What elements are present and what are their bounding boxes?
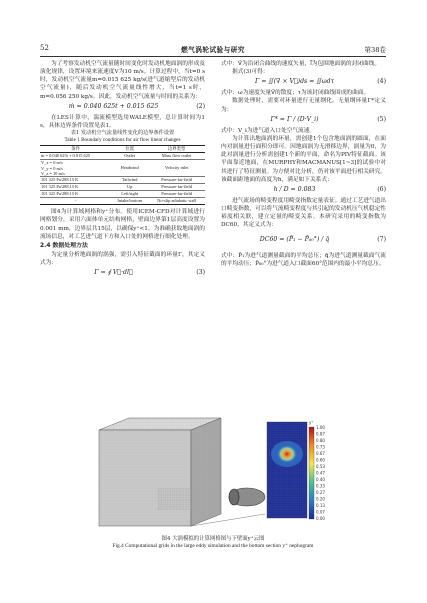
table-cell: Left/right	[111, 191, 148, 198]
page-number: 52	[40, 44, 49, 52]
colorbar-tick-label: 0.67	[316, 451, 325, 457]
paragraph: 式中：P̄₁为进气道测量截面的平均总压；q̄为进气道测量截面气流的平均动压；P̄₆₀°为进气道入口截面60°范围内的最小平均总压。	[221, 252, 386, 267]
table-cell: Pressure-far-field	[148, 177, 205, 184]
equation-6	[221, 184, 386, 197]
table-cell: Mass flow outlet	[148, 153, 205, 160]
table-row	[40, 184, 205, 191]
paragraph: 式中：V⃗为沿闭合曲线的速度矢量，l⃗为包围地面涡的封闭曲线。	[221, 61, 381, 67]
equation-body: ṁ = 0.040 625t + 0.015 625	[68, 102, 159, 110]
colorbar-tick-label: 0.53	[316, 464, 325, 470]
table-cell: Intake/bottom	[111, 198, 148, 205]
colorbar-tick-label: 0.80	[316, 438, 325, 444]
table-row	[40, 177, 205, 184]
equation-number: (4)	[377, 78, 386, 86]
colorbar-tick-label: 1.00	[316, 425, 325, 431]
equation-number: (6)	[377, 185, 386, 193]
bottom-wall-mesh	[267, 422, 307, 518]
paragraph: 为了考察发动机空气流量随时间变化时发动机地面涡的形成及演化规律，设置环境来流速度V为10 m/s。计算过程中，当t=0 s时，发动机空气流量m=0.015 625 kg/s(进气道缩型后的发动机空气流量)，随后发动机空气流量线性增大，当t=1 s时，m=0.056 250 kg/s。因此，发动机空气流量与时间的关系为：	[40, 61, 205, 100]
equation-body: Γ = ∮ V⃗·dl⃗	[94, 269, 133, 277]
table-cell: Up	[111, 184, 148, 191]
right-column	[221, 60, 386, 268]
header-rule	[40, 56, 386, 57]
equation-number: (3)	[196, 269, 205, 277]
colorbar-tick-label: 0.00	[316, 516, 325, 522]
table-caption-en: Table 1 Boundary conditions for air flow linear changes	[64, 137, 181, 144]
equation-number: (2)	[196, 102, 205, 110]
table-cell: Pressure-far-field	[148, 184, 205, 191]
table-cell: Outlet	[111, 153, 148, 160]
table-cell: Tailwind	[111, 177, 148, 184]
paragraph: 在LES计算中，湍流模型选用WALE模型，总计算时间为1 s，具体边界条件设置见表1。	[40, 114, 205, 129]
table-row	[40, 160, 205, 177]
colorbar-tick-label: 0.73	[316, 444, 325, 450]
figure-caption-en: Fig.4 Computational grids in the large eddy simulation and the bottom section y⁺ nephogram	[112, 543, 314, 549]
table-header-cell: 位置	[111, 146, 148, 153]
equation-body: DC60 = (P̄₁ − P̄₆₀°) / q̄	[259, 235, 330, 243]
yplus-hotspot	[277, 445, 297, 463]
colorbar-tick-label: 0.13	[316, 503, 325, 509]
equation-7	[221, 230, 386, 252]
intake-inlet	[229, 489, 239, 505]
equation-5	[221, 114, 386, 127]
colorbar-ramp	[309, 427, 314, 519]
equation-3	[40, 267, 205, 280]
colorbar-title: y⁺	[309, 420, 314, 425]
yplus-colorbar	[309, 420, 325, 521]
running-header	[40, 42, 386, 54]
table-cell: 101 325 Pa/288.15 K	[40, 184, 111, 191]
equation-2	[40, 101, 205, 114]
table-row	[40, 153, 205, 160]
colorbar-tick-label: 0.60	[316, 457, 325, 463]
table-header-cell: 边界类型	[148, 146, 205, 153]
equation-body: Γ = ∬(∇ × V⃗)ds = ∬ωdτ	[254, 78, 335, 86]
colorbar-tick-label: 0.87	[316, 431, 325, 437]
table-cell: 101 325 Pa/288.15 K	[40, 177, 111, 184]
equation-number: (7)	[377, 235, 386, 243]
table-row	[40, 198, 205, 205]
mesh-domain	[99, 418, 265, 526]
paragraph: 式中：ω为速度矢量V⃗的散度；τ为该封闭曲线围成的曲面。	[221, 90, 370, 97]
table-cell: No-slip adiabatic wall	[148, 198, 205, 205]
table-cell: -	[40, 198, 111, 205]
domain-side-mesh	[191, 418, 221, 526]
table-cell: 101 325 Pa/288.15 K	[40, 191, 111, 198]
paragraph: 图4为计算域网格和y⁺分布。使用ICEM-CFD对计算域进行网格划分，采用六面体单元结构网格，壁面边界第1层高度设置为0.001 mm，边界层共15层，以确保y⁺<1。为准确获取地面涡的流场信息，对工艺进气道下方和入口处的网格进行细化处理。	[40, 209, 205, 240]
colorbar-tick-label: 0.47	[316, 470, 325, 476]
figure-caption-cn: 图4 大涡模拟的计算网格图与下壁面y⁺云图	[161, 536, 265, 542]
table-cell: ṁ = 0.040 625t + 0.015 625	[40, 153, 111, 160]
paragraph: 据式(3)可得：	[232, 69, 269, 76]
paragraph: 式中：V_i为进气道入口处空气流速。	[221, 127, 316, 134]
colorbar-tick-label: 0.27	[316, 490, 325, 496]
colorbar-tick-label: 0.40	[316, 477, 325, 483]
table-cell: Pressure-far-field	[148, 191, 205, 198]
table-caption-cn: 表1 发动机空气流量线性变化的边界条件设置	[70, 130, 175, 137]
paragraph: 为定量分析地面涡的涡强，需引入特征截面的环量Γ，其定义式为：	[40, 252, 205, 267]
paragraph: 数据处理时，需要对环量进行无量纲化。无量纲环量Γ*定义为：	[221, 98, 386, 113]
section-heading: 2.4 数据处理方法	[40, 242, 88, 249]
table-row	[40, 191, 205, 198]
refined-mesh-region	[157, 488, 191, 510]
equation-body: Γ* = Γ / (D·V_i)	[270, 115, 319, 123]
equation-number: (5)	[377, 115, 386, 123]
figure-4-mesh-and-yplus	[95, 416, 331, 529]
colorbar-tick-label: 0.20	[316, 496, 325, 502]
domain-front-mesh	[99, 430, 191, 526]
colorbar-tick-label: 0.07	[316, 509, 325, 515]
table-cell: Velocity inlet	[148, 160, 205, 177]
paragraph: 进气流场的畸变程度用畸变指数定量表征。通过工艺进气道出口畸变指数，可以将气流畸变程度与其引起的发动机压气机稳定性裕度相关联，建立定量的畸变关系。本研究采用的畸变指数为DC60，其定义式为：	[221, 197, 386, 229]
equation-4	[221, 76, 386, 89]
equation-body: h / D = 0.083	[273, 185, 316, 193]
colorbar-tick-label: 0.33	[316, 483, 325, 489]
colorbar-ticks	[316, 425, 325, 521]
yplus-nephogram	[267, 422, 307, 518]
boundary-conditions-table	[40, 145, 205, 205]
paragraph: 为计算出地面涡的环量，需创建1个包含地面涡的圆面，在面内对涡量进行面积分即可。因地面涡为无滑移边界，涡量为0，为此对涡量进行分析需创建1个新的平面，命名为PIV特征截面。该平面靠近地面，在MURPHY和MACMANUS[1~3]的试验中对其进行了特征测量。为方便对比分析，仍对该平面进行相关研究。该截面距地面的高度为h，满足如下关系式：	[221, 135, 386, 183]
volume-label: 第38卷	[364, 46, 386, 54]
table-cell: V_x = 0 m/s V_y = 0 m/s V_z = 10 m/s	[40, 160, 111, 177]
journal-title: 燃气涡轮试验与研究	[181, 46, 245, 54]
table-header-cell: 条件	[40, 146, 111, 153]
table-cell: Headwind	[111, 160, 148, 177]
left-column	[40, 60, 205, 280]
